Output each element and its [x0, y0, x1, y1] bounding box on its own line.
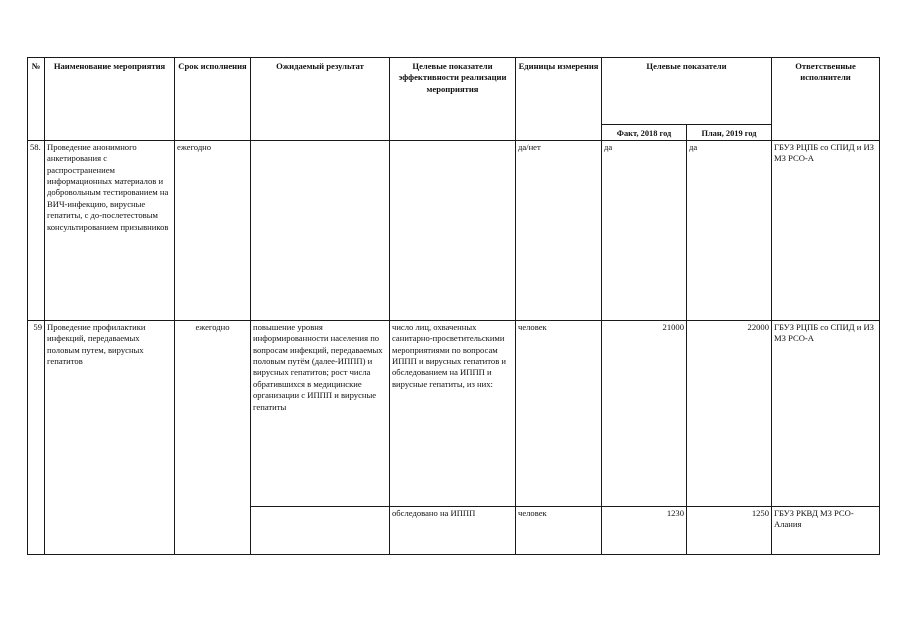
row-term: ежегодно: [175, 321, 251, 555]
header-name: Наименование мероприятия: [45, 58, 175, 141]
row-indicator: [390, 141, 516, 321]
row-unit: да/нет: [516, 141, 602, 321]
header-number: №: [28, 58, 45, 141]
table-row: [28, 321, 880, 507]
row-number: 59: [28, 321, 45, 555]
header-result: Ожидаемый результат: [251, 58, 390, 141]
row-plan: 1250: [687, 507, 772, 555]
row-result: [251, 141, 390, 321]
plan-table: [27, 57, 880, 555]
header-row: [28, 58, 880, 125]
row-responsible: ГБУЗ РЦПБ со СПИД и ИЗ МЗ РСО-А: [772, 321, 880, 507]
row-indicator: число лиц, охваченных санитарно-просветительскими мероприятиями по вопросам ИППП и вирусных гепатитов и обследованием на ИППП и вирусные гепатиты, из них:: [390, 321, 516, 507]
row-indicator: обследовано на ИППП: [390, 507, 516, 555]
row-fact: 21000: [602, 321, 687, 507]
row-term: ежегодно: [175, 141, 251, 321]
header-indicators: Целевые показатели эффективности реализации мероприятия: [390, 58, 516, 141]
row-plan: да: [687, 141, 772, 321]
header-units: Единицы измерения: [516, 58, 602, 141]
row-result: повышение уровня информированности населения по вопросам инфекций, передаваемых половым путём (далее-ИППП) и вирусных гепатитов; рост числа обратившихся в медицинские организации с ИППП и вирусные гепатиты: [251, 321, 390, 507]
row-plan: 22000: [687, 321, 772, 507]
table-row: [28, 141, 880, 321]
row-fact: 1230: [602, 507, 687, 555]
row-name: Проведение анонимного анкетирования с распространением информационных материалов и добровольным тестированием на ВИЧ-инфекцию, вирусные гепатиты, с до-послетестовым консультированием призывников: [45, 141, 175, 321]
header-responsible: Ответственные исполнители: [772, 58, 880, 141]
row-responsible: ГБУЗ РЦПБ со СПИД и ИЗ МЗ РСО-А: [772, 141, 880, 321]
row-result-empty: [251, 507, 390, 555]
row-unit: человек: [516, 321, 602, 507]
row-responsible: ГБУЗ РКВД МЗ РСО-Алания: [772, 507, 880, 555]
row-fact: да: [602, 141, 687, 321]
header-targets: Целевые показатели: [602, 58, 772, 125]
row-unit: человек: [516, 507, 602, 555]
row-name: Проведение профилактики инфекций, передаваемых половым путем, вирусных гепатитов: [45, 321, 175, 555]
header-term: Срок исполнения: [175, 58, 251, 141]
header-fact: Факт, 2018 год: [602, 125, 687, 141]
header-plan: План, 2019 год: [687, 125, 772, 141]
row-number: 58.: [28, 141, 45, 321]
